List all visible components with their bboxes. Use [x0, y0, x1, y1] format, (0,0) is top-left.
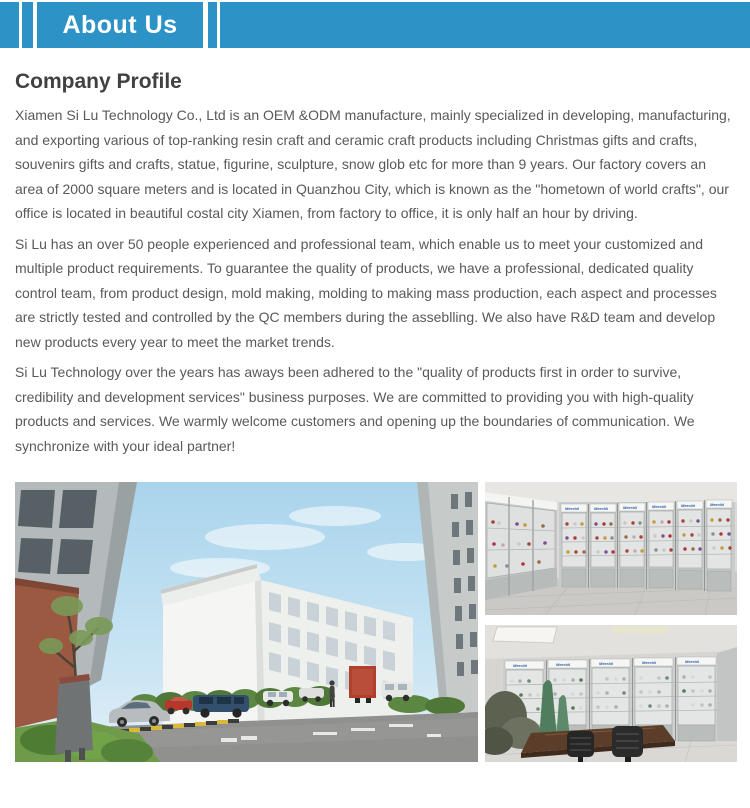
- paragraph-line: credibility and development services" business purposes. We are committed to providing you with high-quality: [15, 388, 694, 405]
- paragraph-line: Si Lu has an over 50 people experienced and professional team, which enable us to meet your customized and: [15, 235, 703, 252]
- right-wall: [717, 647, 737, 741]
- paragraph-2: [15, 232, 735, 355]
- paragraph-line: control team, from product design, mold making, molding to making mass production, each aspect and processes: [15, 284, 717, 301]
- banner-bar-long: [220, 2, 750, 48]
- paragraph-line: souvenirs gifts and crafts, statue, figurine, sculpture, snow glob etc for more than 9 years. Our factory covers an: [15, 156, 706, 172]
- cabinet-brand-sign: Meerbii: [594, 506, 609, 511]
- company-profile-text: [15, 103, 735, 458]
- paragraph-line: are strictly tested and controlled by the QC members during the asseblling. We also have R&D team and develop: [15, 309, 716, 325]
- banner-title: About Us: [37, 2, 203, 48]
- section-banner: [0, 2, 750, 48]
- factory-photo: [15, 482, 478, 762]
- paragraph-line: multiple product requirements. To guarantee the quality of products, we have a professional, dedicated quality: [15, 260, 694, 276]
- cabinet-brand-sign: Meerbii: [513, 663, 528, 668]
- cabinet-brand-sign: Meerbii: [710, 502, 725, 507]
- page-title: Company Profile: [15, 70, 182, 93]
- banner-bar-thin-left: [22, 2, 33, 48]
- paragraph-line: office is located in beautiful costal city Xiamen, from factory to office, it is only half an hour by driving.: [15, 205, 638, 221]
- cabinet-brand-sign: Meerbii: [652, 504, 667, 509]
- signboard: [55, 674, 93, 762]
- photo-gallery: [15, 482, 750, 762]
- cabinet-brand-sign: Meerbii: [556, 662, 571, 667]
- paragraph-line: Xiamen Si Lu Technology Co., Ltd is an OEM &ODM manufacture, mainly specialized in developing, manufacturing,: [15, 107, 731, 123]
- showroom-office-photo: [485, 625, 737, 762]
- ceiling-light-panel: [493, 627, 557, 643]
- cabinet-brand-sign: Meerbii: [642, 660, 657, 665]
- paragraph-line: and exporting various of top-ranking resin craft and ceramic craft products including Christmas gifts and crafts,: [15, 131, 698, 148]
- banner-block-left: [0, 2, 19, 48]
- paragraph-3: [15, 360, 735, 458]
- container-truck: [349, 666, 376, 703]
- paragraph-line: new products every year to meet the market trends.: [15, 333, 335, 350]
- paragraph-line: synchronize with your ideal partner!: [15, 437, 236, 454]
- cabinet-brand-sign: Meerbii: [685, 659, 700, 664]
- gallery-right-column: [485, 482, 737, 762]
- showroom-shoes-photo: [485, 482, 737, 615]
- office-chair: [612, 726, 643, 762]
- paragraph-line: products and services. We warmly welcome customers and opening up the boundaries of communication. We: [15, 413, 695, 429]
- cabinet-brand-sign: Meerbii: [565, 506, 580, 511]
- paragraph-1: [15, 103, 735, 226]
- banner-bar-thin-right: [208, 2, 217, 48]
- paragraph-line: area of 2000 square meters and is located in Quanzhou City, which is known as the "hometown of world crafts", our: [15, 180, 729, 197]
- cabinet-brand-sign: Meerbii: [599, 661, 614, 666]
- paragraph-line: Si Lu Technology over the years has aways been adhered to the "quality of products first in order to survive,: [15, 364, 682, 380]
- cabinet-brand-sign: Meerbii: [681, 503, 696, 508]
- cabinet-brand-sign: Meerbii: [623, 505, 638, 510]
- left-wall-cabinets: [485, 492, 557, 600]
- back-wall-cabinets: [559, 500, 735, 591]
- pedestrian: [329, 680, 334, 707]
